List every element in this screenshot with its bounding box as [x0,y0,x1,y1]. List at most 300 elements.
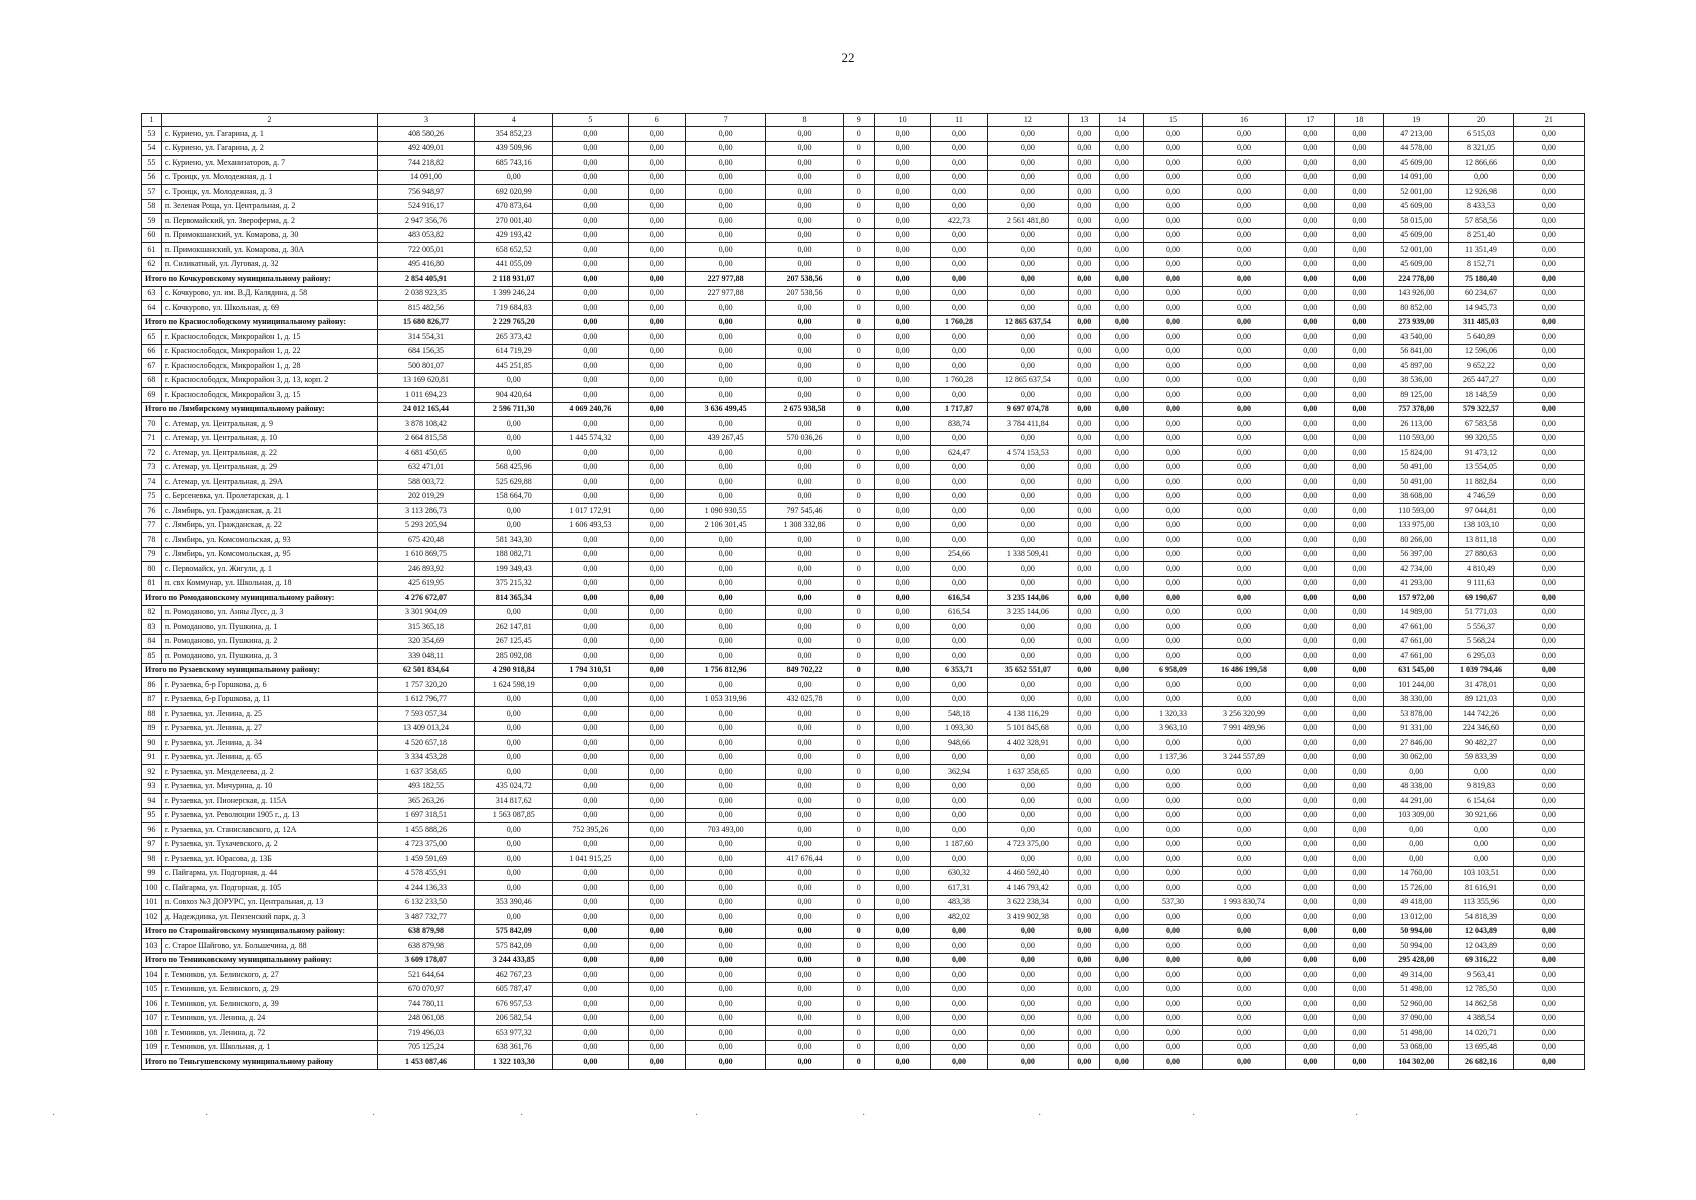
value-cell: 0,00 [1286,634,1335,649]
address-cell: с. Троицк, ул. Молодежная, д. 1 [161,170,377,185]
value-cell: 0,00 [987,997,1068,1012]
value-cell: 0,00 [766,823,843,838]
value-cell: 0,00 [1100,982,1144,997]
value-cell: 0,00 [1513,910,1584,925]
value-cell: 0,00 [1100,489,1144,504]
value-cell: 0,00 [874,489,930,504]
value-cell: 80 266,00 [1384,533,1449,548]
total-cell: 69 316,22 [1449,953,1514,968]
value-cell: 0,00 [931,692,987,707]
total-cell: 0,00 [1144,272,1202,287]
value-cell: 0,00 [1513,1026,1584,1041]
value-cell: 3 622 238,34 [987,895,1068,910]
value-cell: 0,00 [987,388,1068,403]
total-cell: 35 652 551,07 [987,663,1068,678]
value-cell: 0,00 [931,228,987,243]
total-cell: 0,00 [1513,953,1584,968]
address-cell: с. Первомайск, ул. Жигули, д. 1 [161,562,377,577]
value-cell: 0,00 [931,982,987,997]
table-row [142,968,1585,983]
column-header: 11 [931,114,987,127]
value-cell: 0,00 [1202,431,1286,446]
value-cell: 0,00 [874,547,930,562]
value-cell: 0,00 [685,228,765,243]
total-cell: 6 958,09 [1144,663,1202,678]
value-cell: 0,00 [1335,446,1384,461]
table-row [142,562,1585,577]
value-cell: 188 082,71 [475,547,553,562]
total-cell: 0,00 [1286,953,1335,968]
value-cell: 0,00 [1144,997,1202,1012]
value-cell: 0,00 [766,794,843,809]
value-cell: 0,00 [685,489,765,504]
value-cell: 0,00 [1513,823,1584,838]
value-cell: 0,00 [874,939,930,954]
total-cell: 75 180,40 [1449,272,1514,287]
value-cell: 246 893,92 [377,562,474,577]
value-cell: 0,00 [1202,837,1286,852]
value-cell: 0,00 [628,1011,685,1026]
row-number: 56 [142,170,162,185]
row-number: 68 [142,373,162,388]
value-cell: 1 308 332,86 [766,518,843,533]
total-cell: 0,00 [1335,1055,1384,1070]
value-cell: 2 561 481,80 [987,214,1068,229]
address-cell: г. Рузаевка, ул. Мичурина, д. 10 [161,779,377,794]
value-cell: 2 106 301,45 [685,518,765,533]
value-cell: 0,00 [553,330,628,345]
value-cell: 0,00 [1100,388,1144,403]
value-cell: 44 578,00 [1384,141,1449,156]
value-cell: 0,00 [1202,939,1286,954]
value-cell: 0 [843,286,874,301]
value-cell: 0,00 [1100,185,1144,200]
value-cell: 0 [843,214,874,229]
row-number: 78 [142,533,162,548]
value-cell: 0,00 [766,156,843,171]
address-cell: г. Темников, ул. Школьная, д. 1 [161,1040,377,1055]
value-cell: 0,00 [766,634,843,649]
value-cell: 0,00 [475,765,553,780]
value-cell: 4 578 455,91 [377,866,474,881]
value-cell: 0,00 [1335,939,1384,954]
value-cell: 0,00 [553,359,628,374]
total-cell: 0,00 [1335,924,1384,939]
value-cell: 0 [843,881,874,896]
value-cell: 0,00 [1144,982,1202,997]
column-header: 21 [1513,114,1584,127]
row-number: 89 [142,721,162,736]
total-cell: 15 680 826,77 [377,315,474,330]
value-cell: 0,00 [1513,562,1584,577]
value-cell: 0,00 [1286,127,1335,142]
table-row [142,837,1585,852]
value-cell: 632 471,01 [377,460,474,475]
budget-table [141,113,1585,1070]
value-cell: 0,00 [1144,344,1202,359]
value-cell: 0 [843,982,874,997]
value-cell: 0,00 [553,243,628,258]
value-cell: 1 090 930,55 [685,504,765,519]
value-cell: 5 556,37 [1449,620,1514,635]
value-cell: 0,00 [685,750,765,765]
value-cell: 0,00 [1202,1026,1286,1041]
value-cell: 0,00 [931,678,987,693]
value-cell: 0,00 [874,692,930,707]
value-cell: 0,00 [1286,504,1335,519]
value-cell: 0 [843,837,874,852]
value-cell: 227 977,88 [685,286,765,301]
total-cell: 0,00 [1286,1055,1335,1070]
total-cell: 0,00 [874,924,930,939]
value-cell: 0,00 [1100,576,1144,591]
value-cell: 1 399 246,24 [475,286,553,301]
value-cell: 0,00 [1069,431,1100,446]
table-row [142,518,1585,533]
table-row [142,228,1585,243]
value-cell: 537,30 [1144,895,1202,910]
table-row [142,866,1585,881]
row-number: 85 [142,649,162,664]
value-cell: 0,00 [1069,359,1100,374]
total-cell: 579 322,57 [1449,402,1514,417]
value-cell: 0,00 [1335,533,1384,548]
value-cell: 113 355,96 [1449,895,1514,910]
value-cell: 0,00 [766,765,843,780]
value-cell: 12 043,89 [1449,939,1514,954]
value-cell: 0,00 [1202,605,1286,620]
row-number: 63 [142,286,162,301]
value-cell: 0,00 [1069,446,1100,461]
value-cell: 0,00 [931,852,987,867]
value-cell: 0,00 [1100,547,1144,562]
value-cell: 0,00 [874,794,930,809]
table-row [142,852,1585,867]
value-cell: 0,00 [1069,185,1100,200]
address-cell: п. Ромоданово, ул. Пушкина, д. 1 [161,620,377,635]
value-cell: 0 [843,141,874,156]
value-cell: 0,00 [1335,475,1384,490]
address-cell: с. Куриено, ул. Механизаторов, д. 7 [161,156,377,171]
total-cell: 3 244 433,85 [475,953,553,968]
address-cell: с. Пайгарма, ул. Подгорная, д. 105 [161,881,377,896]
value-cell: 0,00 [874,460,930,475]
total-cell: 0,00 [987,953,1068,968]
value-cell: 670 070,97 [377,982,474,997]
value-cell: 13 811,18 [1449,533,1514,548]
value-cell: 0 [843,649,874,664]
page-number: 22 [841,50,855,65]
value-cell: 0,00 [874,837,930,852]
value-cell: 0,00 [628,373,685,388]
value-cell: 0,00 [766,141,843,156]
value-cell: 0,00 [1513,881,1584,896]
value-cell: 0,00 [1202,156,1286,171]
value-cell: 0,00 [553,460,628,475]
value-cell: 0,00 [1069,170,1100,185]
value-cell: 524 916,17 [377,199,474,214]
value-cell: 0,00 [874,228,930,243]
value-cell: 0,00 [874,344,930,359]
value-cell: 1 053 319,96 [685,692,765,707]
value-cell: 0,00 [1286,1040,1335,1055]
value-cell: 0,00 [1069,866,1100,881]
value-cell: 0,00 [628,939,685,954]
value-cell: 0 [843,475,874,490]
address-cell: г. Краснослободск, Микрорайон 1, д. 15 [161,330,377,345]
value-cell: 0,00 [1513,170,1584,185]
value-cell: 60 234,67 [1449,286,1514,301]
value-cell: 0,00 [1335,823,1384,838]
value-cell: 0,00 [1513,808,1584,823]
value-cell: 0,00 [1286,620,1335,635]
table-row [142,170,1585,185]
value-cell: 492 409,01 [377,141,474,156]
total-cell: 638 879,98 [377,924,474,939]
total-cell: 0,00 [874,953,930,968]
value-cell: 614 719,29 [475,344,553,359]
value-cell: 0 [843,301,874,316]
value-cell: 0,00 [987,852,1068,867]
value-cell: 1 137,36 [1144,750,1202,765]
total-cell: 0,00 [1202,924,1286,939]
address-cell: с. Лямбирь, ул. Комсомольская, д. 95 [161,547,377,562]
value-cell: 744 780,11 [377,997,474,1012]
value-cell: 0,00 [1335,707,1384,722]
value-cell: 26 113,00 [1384,417,1449,432]
value-cell: 0,00 [1449,170,1514,185]
value-cell: 0,00 [1069,1040,1100,1055]
value-cell: 0,00 [1202,417,1286,432]
value-cell: 30 921,66 [1449,808,1514,823]
table-row [142,431,1585,446]
total-cell: 0,00 [1513,402,1584,417]
value-cell: 0,00 [628,489,685,504]
value-cell: 0,00 [874,736,930,751]
total-cell: 1 039 794,46 [1449,663,1514,678]
value-cell: 0,00 [1144,185,1202,200]
value-cell: 0,00 [1335,243,1384,258]
value-cell: 0,00 [685,721,765,736]
value-cell: 1 637 358,65 [987,765,1068,780]
value-cell: 0,00 [987,170,1068,185]
column-header: 20 [1449,114,1514,127]
total-cell: 0,00 [931,953,987,968]
value-cell: 1 455 888,26 [377,823,474,838]
row-number: 53 [142,127,162,142]
value-cell: 0,00 [1069,141,1100,156]
total-cell: 0,00 [766,1055,843,1070]
value-cell: 0,00 [874,170,930,185]
address-cell: д. Надеждинка, ул. Пензенский парк, д. 3 [161,910,377,925]
value-cell: 0,00 [1144,866,1202,881]
value-cell: 0,00 [1100,446,1144,461]
value-cell: 0,00 [475,721,553,736]
total-cell: 0,00 [553,272,628,287]
value-cell: 0,00 [628,286,685,301]
total-cell: 0,00 [1069,402,1100,417]
value-cell: 0,00 [1069,939,1100,954]
value-cell: 0,00 [874,649,930,664]
value-cell: 0,00 [1202,504,1286,519]
total-cell: 0,00 [766,953,843,968]
total-cell: 0,00 [1286,272,1335,287]
value-cell: 0,00 [874,127,930,142]
value-cell: 0,00 [1202,301,1286,316]
value-cell: 838,74 [931,417,987,432]
value-cell: 267 125,45 [475,634,553,649]
value-cell: 0,00 [1144,605,1202,620]
value-cell: 0,00 [1144,286,1202,301]
value-cell: 0,00 [987,228,1068,243]
address-cell: г. Темников, ул. Ленина, д. 24 [161,1011,377,1026]
value-cell: 12 866,66 [1449,156,1514,171]
table-row [142,475,1585,490]
value-cell: 0,00 [1144,910,1202,925]
value-cell: 0,00 [1202,620,1286,635]
value-cell: 0,00 [1069,286,1100,301]
value-cell: 605 787,47 [475,982,553,997]
value-cell: 948,66 [931,736,987,751]
value-cell: 0 [843,895,874,910]
value-cell: 0,00 [766,678,843,693]
value-cell: 425 619,95 [377,576,474,591]
address-cell: г. Рузаевка, ул. Революции 1905 г., д. 13 [161,808,377,823]
value-cell: 0,00 [874,475,930,490]
value-cell: 658 652,52 [475,243,553,258]
value-cell: 0,00 [685,576,765,591]
value-cell: 51 498,00 [1384,982,1449,997]
value-cell: 0,00 [628,634,685,649]
value-cell: 0,00 [1384,823,1449,838]
value-cell: 0,00 [1286,678,1335,693]
value-cell: 0,00 [1513,344,1584,359]
value-cell: 0,00 [685,939,765,954]
value-cell: 0,00 [987,533,1068,548]
value-cell: 0,00 [685,562,765,577]
value-cell: 0,00 [685,866,765,881]
table-row [142,605,1585,620]
value-cell: 0,00 [931,243,987,258]
value-cell: 0,00 [628,344,685,359]
value-cell: 525 629,88 [475,475,553,490]
value-cell: 2 947 356,76 [377,214,474,229]
value-cell: 12 596,06 [1449,344,1514,359]
value-cell: 0,00 [1335,504,1384,519]
value-cell: 0,00 [987,475,1068,490]
value-cell: 0,00 [1335,460,1384,475]
value-cell: 0,00 [1513,141,1584,156]
value-cell: 0,00 [766,228,843,243]
value-cell: 0,00 [1069,533,1100,548]
value-cell: 0,00 [874,881,930,896]
value-cell: 752 395,26 [553,823,628,838]
address-cell: г. Рузаевка, ул. Пионерская, д. 115А [161,794,377,809]
value-cell: 0,00 [874,910,930,925]
value-cell: 0,00 [1100,344,1144,359]
total-cell: 0,00 [874,272,930,287]
value-cell: 9 819,83 [1449,779,1514,794]
value-cell: 0,00 [1144,939,1202,954]
value-cell: 0,00 [1202,823,1286,838]
value-cell: 0,00 [685,257,765,272]
value-cell: 0,00 [1069,330,1100,345]
value-cell: 0,00 [1286,982,1335,997]
value-cell: 0,00 [553,779,628,794]
value-cell: 0,00 [1335,489,1384,504]
value-cell: 51 771,03 [1449,605,1514,620]
value-cell: 0,00 [987,1026,1068,1041]
value-cell: 0,00 [685,127,765,142]
total-cell: 12 865 637,54 [987,315,1068,330]
value-cell: 0,00 [1286,417,1335,432]
value-cell: 0,00 [685,649,765,664]
value-cell: 0,00 [1335,330,1384,345]
value-cell: 0,00 [628,1040,685,1055]
district-total-row [142,591,1585,606]
total-cell: 757 378,00 [1384,402,1449,417]
value-cell: 0,00 [1069,852,1100,867]
value-cell: 0,00 [987,562,1068,577]
value-cell: 1 760,28 [931,373,987,388]
table-row [142,808,1585,823]
value-cell: 0,00 [628,431,685,446]
value-cell: 11 882,84 [1449,475,1514,490]
value-cell: 0,00 [628,895,685,910]
value-cell: 0,00 [766,968,843,983]
district-total-label: Итого по Кочкуровскому муниципальному району: [142,272,378,287]
row-number: 64 [142,301,162,316]
value-cell: 0,00 [1069,721,1100,736]
value-cell: 0,00 [987,1040,1068,1055]
row-number: 70 [142,417,162,432]
value-cell: 262 147,81 [475,620,553,635]
value-cell: 0,00 [1069,968,1100,983]
budget-table-container [141,113,1585,1070]
value-cell: 14 091,00 [377,170,474,185]
address-cell: п. Ромоданово, ул. Пушкина, д. 2 [161,634,377,649]
value-cell: 0,00 [931,388,987,403]
value-cell: 0,00 [628,576,685,591]
value-cell: 0 [843,605,874,620]
value-cell: 0,00 [1513,504,1584,519]
column-header: 1 [142,114,162,127]
value-cell: 206 582,54 [475,1011,553,1026]
total-cell: 0 [843,402,874,417]
value-cell: 0,00 [1144,968,1202,983]
value-cell: 408 580,26 [377,127,474,142]
value-cell: 0,00 [1100,533,1144,548]
value-cell: 0,00 [874,765,930,780]
value-cell: 1 624 598,19 [475,678,553,693]
value-cell: 0,00 [987,779,1068,794]
value-cell: 0,00 [1286,881,1335,896]
row-number: 77 [142,518,162,533]
value-cell: 0,00 [1286,257,1335,272]
row-number: 59 [142,214,162,229]
value-cell: 81 616,91 [1449,881,1514,896]
total-cell: 0,00 [685,315,765,330]
value-cell: 0,00 [874,301,930,316]
total-cell: 0,00 [987,924,1068,939]
value-cell: 3 487 732,77 [377,910,474,925]
value-cell: 0,00 [1335,562,1384,577]
value-cell: 0,00 [628,460,685,475]
value-cell: 0,00 [628,446,685,461]
row-number: 95 [142,808,162,823]
value-cell: 0,00 [1069,1011,1100,1026]
total-cell: 0,00 [1100,591,1144,606]
